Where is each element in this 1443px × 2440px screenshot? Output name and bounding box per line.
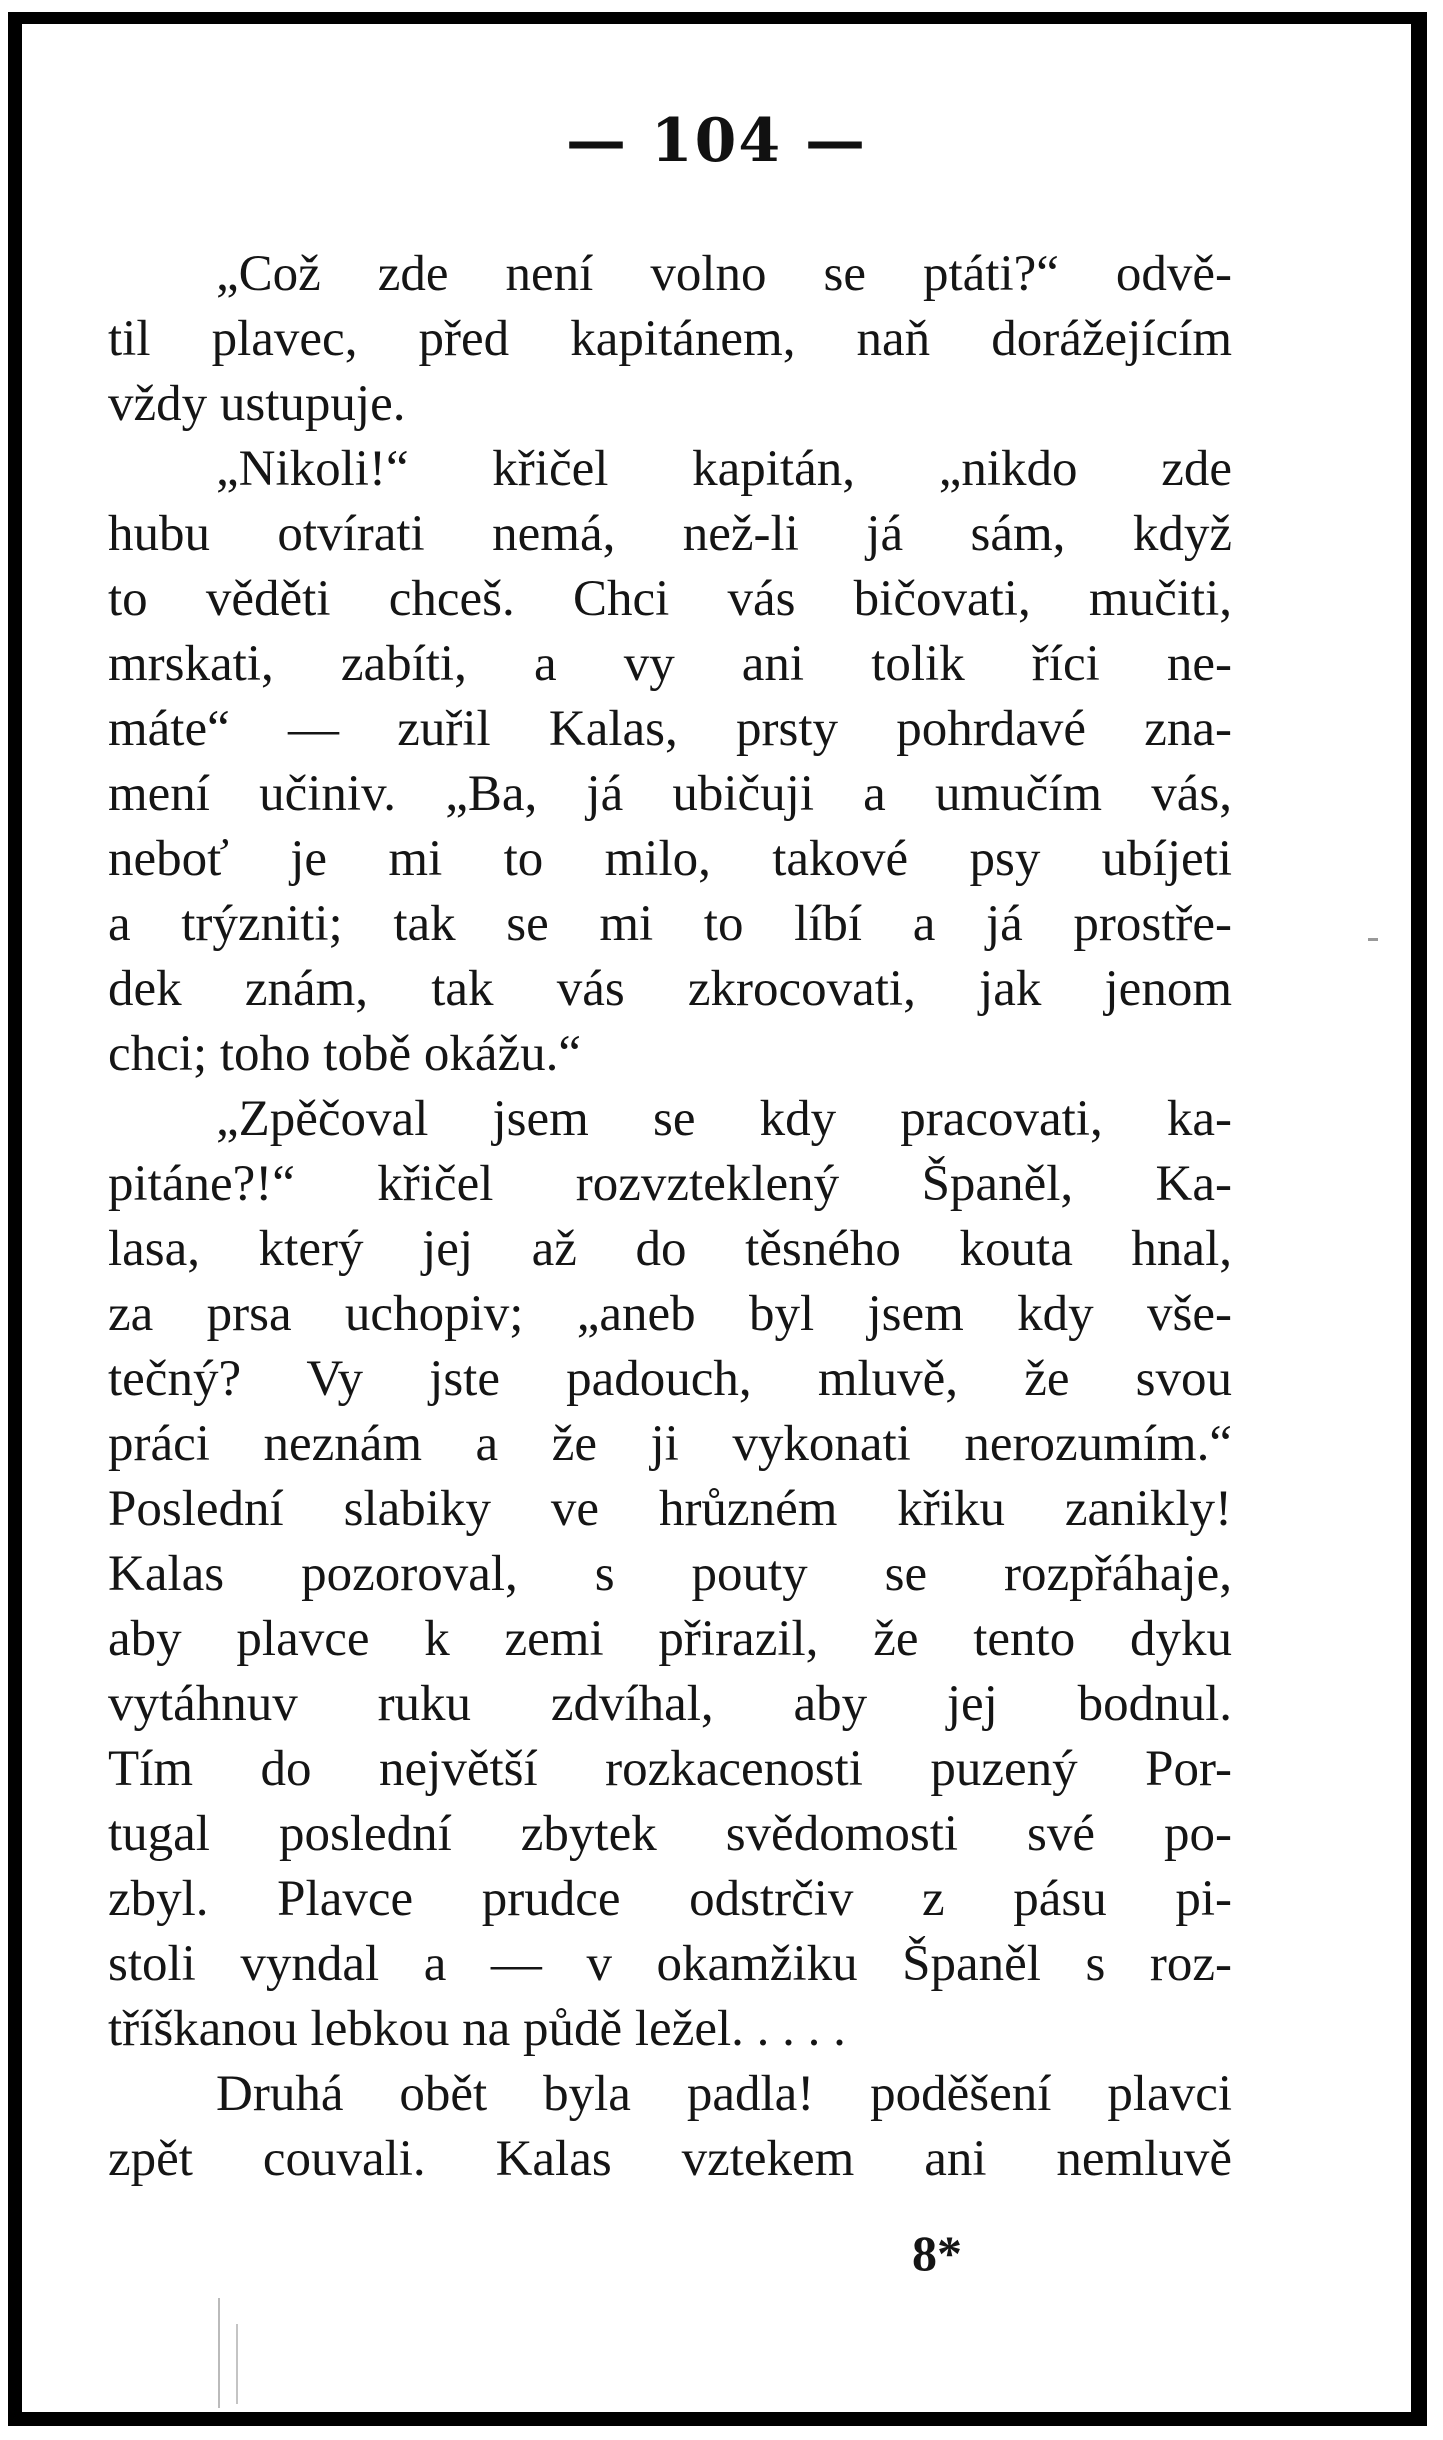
text-line: tugal poslední zbytek svědomosti své po-	[108, 1806, 1232, 1862]
text-line: Kalas pozoroval, s pouty se rozpřáhaje,	[108, 1546, 1232, 1602]
text-line: chci; toho tobě okážu.“	[108, 1026, 581, 1082]
text-line: „Nikoli!“ křičel kapitán, „nikdo zde	[216, 441, 1232, 497]
text-line: Druhá obět byla padla! poděšení plavci	[216, 2066, 1232, 2122]
text-line: „Což zde není volno se ptáti?“ odvě-	[216, 246, 1232, 302]
speck-mark	[1368, 938, 1378, 941]
text-line: lasa, který jej až do těsného kouta hnal,	[108, 1221, 1232, 1277]
text-line: a trýzniti; tak se mi to líbí a já prostře-	[108, 896, 1232, 952]
text-line: stoli vyndal a — v okamžiku Španěl s roz-	[108, 1936, 1232, 1992]
speck-mark	[218, 2298, 220, 2408]
speck-mark	[236, 2324, 238, 2404]
text-line: hubu otvírati nemá, než-li já sám, když	[108, 506, 1232, 562]
text-line: aby plavce k zemi přirazil, že tento dyku	[108, 1611, 1232, 1667]
text-line: neboť je mi to milo, takové psy ubíjeti	[108, 831, 1232, 887]
text-line: dek znám, tak vás zkrocovati, jak jenom	[108, 961, 1232, 1017]
text-line: „Zpěčoval jsem se kdy pracovati, ka-	[216, 1091, 1232, 1147]
text-line: vytáhnuv ruku zdvíhal, aby jej bodnul.	[108, 1676, 1232, 1732]
body-text	[108, 242, 1232, 2192]
text-line: za prsa uchopiv; „aneb byl jsem kdy vše-	[108, 1286, 1232, 1342]
page-number: — 104 —	[565, 106, 868, 176]
text-line: mrskati, zabíti, a vy ani tolik říci ne-	[108, 636, 1232, 692]
text-line: zbyl. Plavce prudce odstrčiv z pásu pi-	[108, 1871, 1232, 1927]
text-line: Poslední slabiky ve hrůzném křiku zanikly!	[108, 1481, 1232, 1537]
text-line: vždy ustupuje.	[108, 376, 406, 432]
text-line: mení učiniv. „Ba, já ubičuji a umučím vás,	[108, 766, 1232, 822]
text-line: práci neznám a že ji vykonati nerozumím.“	[108, 1416, 1232, 1472]
text-line: pitáne?!“ křičel rozvzteklený Španěl, Ka-	[108, 1156, 1232, 1212]
text-line: til plavec, před kapitánem, naň dorážejícím	[108, 311, 1232, 367]
text-line: to věděti chceš. Chci vás bičovati, mučiti,	[108, 571, 1232, 627]
book-page	[8, 12, 1427, 2426]
text-line: zpět couvali. Kalas vztekem ani nemluvě	[108, 2131, 1232, 2187]
signature-mark: 8*	[912, 2225, 962, 2281]
text-line: Tím do největší rozkacenosti puzený Por-	[108, 1741, 1232, 1797]
text-line: máte“ — zuřil Kalas, prsty pohrdavé zna-	[108, 701, 1232, 757]
text-line: tečný? Vy jste padouch, mluvě, že svou	[108, 1351, 1232, 1407]
text-line: tříškanou lebkou na půdě ležel. . . . .	[108, 2001, 846, 2057]
